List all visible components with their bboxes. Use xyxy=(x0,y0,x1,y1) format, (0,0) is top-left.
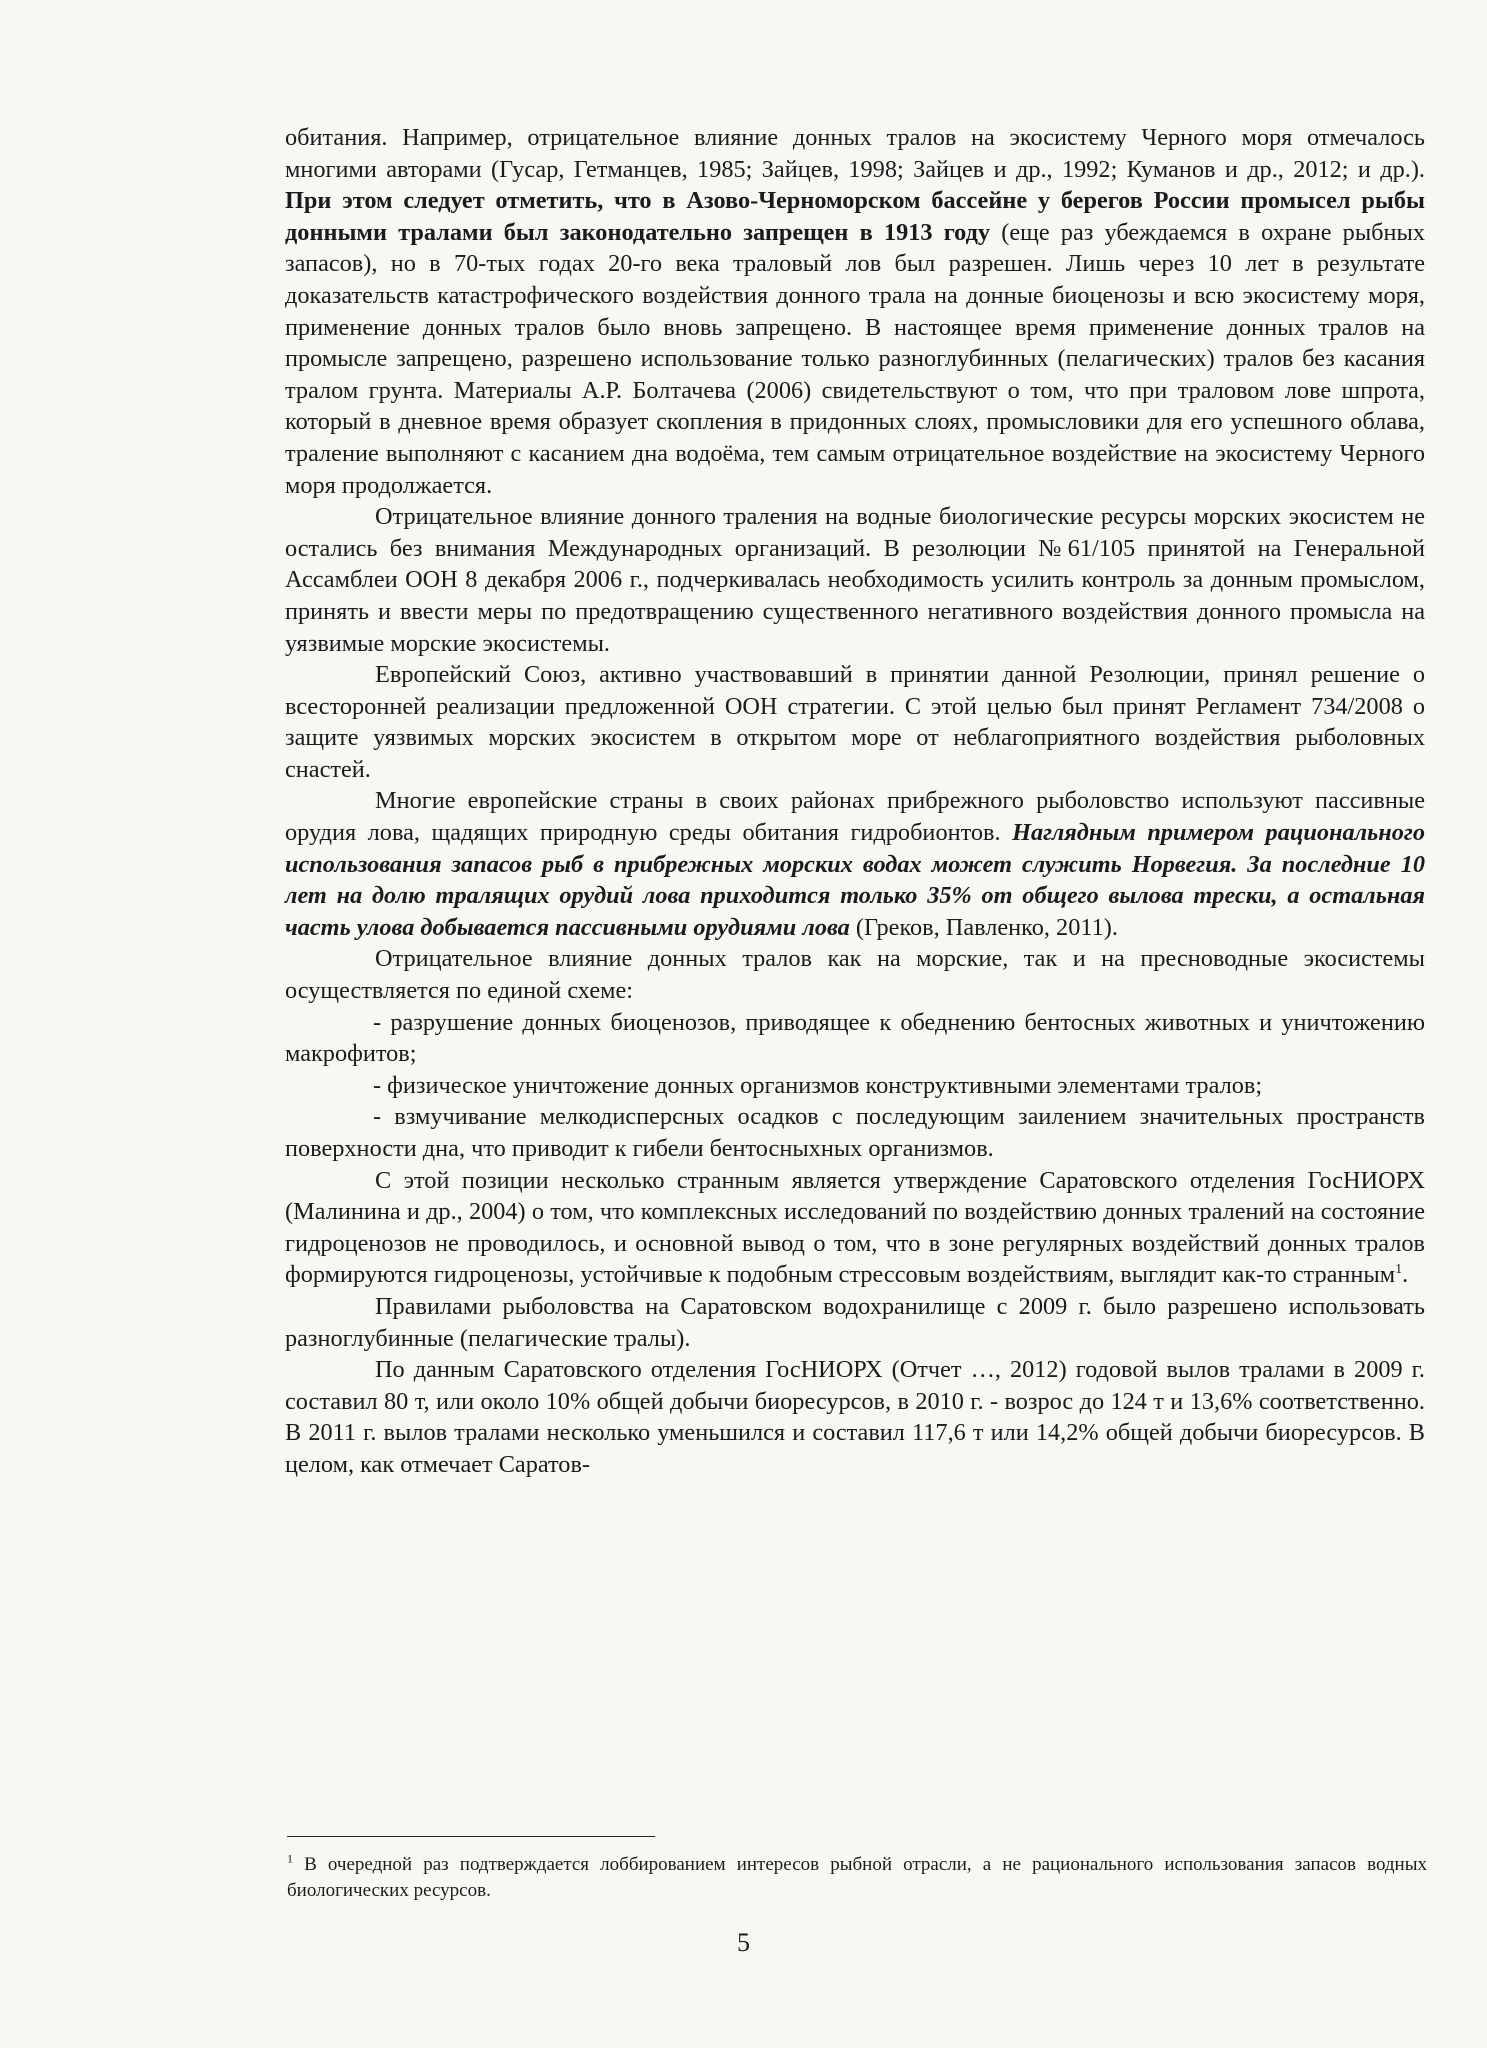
paragraph-2: Отрицательное влияние донного траления на водные биологические ресурсы морских экосистем не остались без внимания Международных организаций. В резолюции №61/105 принятой на Генеральной Ассамблеи ООН 8 декабря 2006 г., подчеркивалась необходимость усилить контроль за донным промыслом, принять и ввести меры по предотвращению существенного негативного воздействия донного промысла на уязвимые морские экосистемы. xyxy=(285,503,1425,657)
paragraph-4-citation: (Греков, Павленко, 2011). xyxy=(849,913,1118,941)
footnote xyxy=(287,1852,1427,1904)
paragraph-4 xyxy=(285,785,1425,943)
footnote-text: В очередной раз подтверждается лоббированием интересов рыбной отрасли, а не рационального использования запасов водных биологических ресурсов. xyxy=(287,1854,1427,1901)
paragraph-6-text: С этой позиции несколько странным является утверждение Саратовского отделения ГосНИОРХ (Малинина и др., 2004) о том, что комплексных исследований по воздействию донных тралений на состояние гидроценозов не проводилось, и основной вывод о том, что в зоне регулярных воздействий донных тралов формируются гидроценозы, устойчивые к подобным стрессовым воздействиям, выглядит как-то странным xyxy=(285,1166,1425,1289)
paragraph-6 xyxy=(285,1165,1425,1291)
paragraph-6-end: . xyxy=(1402,1261,1409,1289)
paragraph-4-text: Многие европейские страны в своих районах прибрежного рыболовство используют пассивные орудия лова, щадящих природную среды обитания гидробионтов. xyxy=(285,787,1425,847)
paragraph-8: По данным Саратовского отделения ГосНИОРХ (Отчет …, 2012) годовой вылов тралами в 2009 г. составил 80 т, или около 10% общей добычи биоресурсов, в 2010 г. - возрос до 124 т и 13,6% соответственно. В 2011 г. вылов тралами несколько уменьшился и составил 117,6 т или 14,2% общей добычи биоресурсов. В целом, как отмечает Саратов- xyxy=(285,1356,1425,1478)
list-item: - взмучивание мелкодисперсных осадков с последующим заилением значительных пространств поверхности дна, что приводит к гибели бентосныхных организмов. xyxy=(285,1103,1425,1162)
list-item: - разрушение донных биоценозов, приводящее к обеднению бентосных животных и уничтожению макрофитов; xyxy=(285,1008,1425,1068)
footnote-separator xyxy=(287,1836,655,1837)
body-text xyxy=(285,122,1425,1481)
paragraph-3: Европейский Союз, активно участвовавший в принятии данной Резолюции, принял решение о всесторонней реализации предложенной ООН стратегии. С этой целью был принят Регламент 734/2008 о защите уязвимых морских экосистем в открытом море от неблагоприятного воздействия рыболовных снастей. xyxy=(285,661,1425,783)
footnote-mark: 1 xyxy=(287,1851,293,1866)
footnote-reference: 1 xyxy=(1395,1262,1403,1278)
paragraph-1-bold: При этом следует отметить, что в Азово-Черноморском бассейне у берегов России промысел рыбы донными тралами был законодательно запрещен в 1913 году xyxy=(285,187,1425,246)
paragraph-1-text-end: (еще раз убеждаемся в охране рыбных запасов), но в 70-тых годах 20-го века траловый лов был разрешен. Лишь через 10 лет в результате доказательств катастрофического воздействия донного трала на донные биоценозы и всю экосистему моря, применение донных тралов было вновь запрещено. В настоящее время применение донных тралов на промысле запрещено, разрешено использование только разноглубинных (пелагических) тралов без касания тралом грунта. Материалы А.Р. Болтачева (2006) свидетельствуют о том, что при траловом лове шпрота, который в дневное время образует скопления в придонных слоях, промысловики для его успешного облава, траление выполняют с касанием дна водоёма, тем самым отрицательное воздействие на экосистему Черного моря продолжается. xyxy=(285,218,1425,499)
paragraph-1-text: обитания. Например, отрицательное влияние донных тралов на экосистему Черного моря отмечалось многими авторами (Гусар, Гетманцев, 1985; Зайцев, 1998; Зайцев и др., 1992; Куманов и др., 2012; и др.). xyxy=(285,124,1425,183)
paragraph-4-bold-italic: Наглядным примером рационального использования запасов рыб в прибрежных морских водах может служить Норвегия. За последние 10 лет на долю тралящих орудий лова приходится только 35% от общего вылова трески, а остальная часть улова добывается пассивными орудиями лова xyxy=(285,819,1425,941)
list-item: - физическое уничтожение донных организмов конструктивными элементами тралов; xyxy=(373,1071,1263,1099)
page-number: 5 xyxy=(737,1928,750,1957)
paragraph-5: Отрицательное влияние донных тралов как на морские, так и на пресноводные экосистемы осуществляется по единой схеме: xyxy=(285,945,1425,1005)
paragraph-1 xyxy=(285,122,1425,501)
paragraph-7: Правилами рыболовства на Саратовском водохранилище с 2009 г. было разрешено использовать разноглубинные (пелагические тралы). xyxy=(285,1292,1425,1352)
